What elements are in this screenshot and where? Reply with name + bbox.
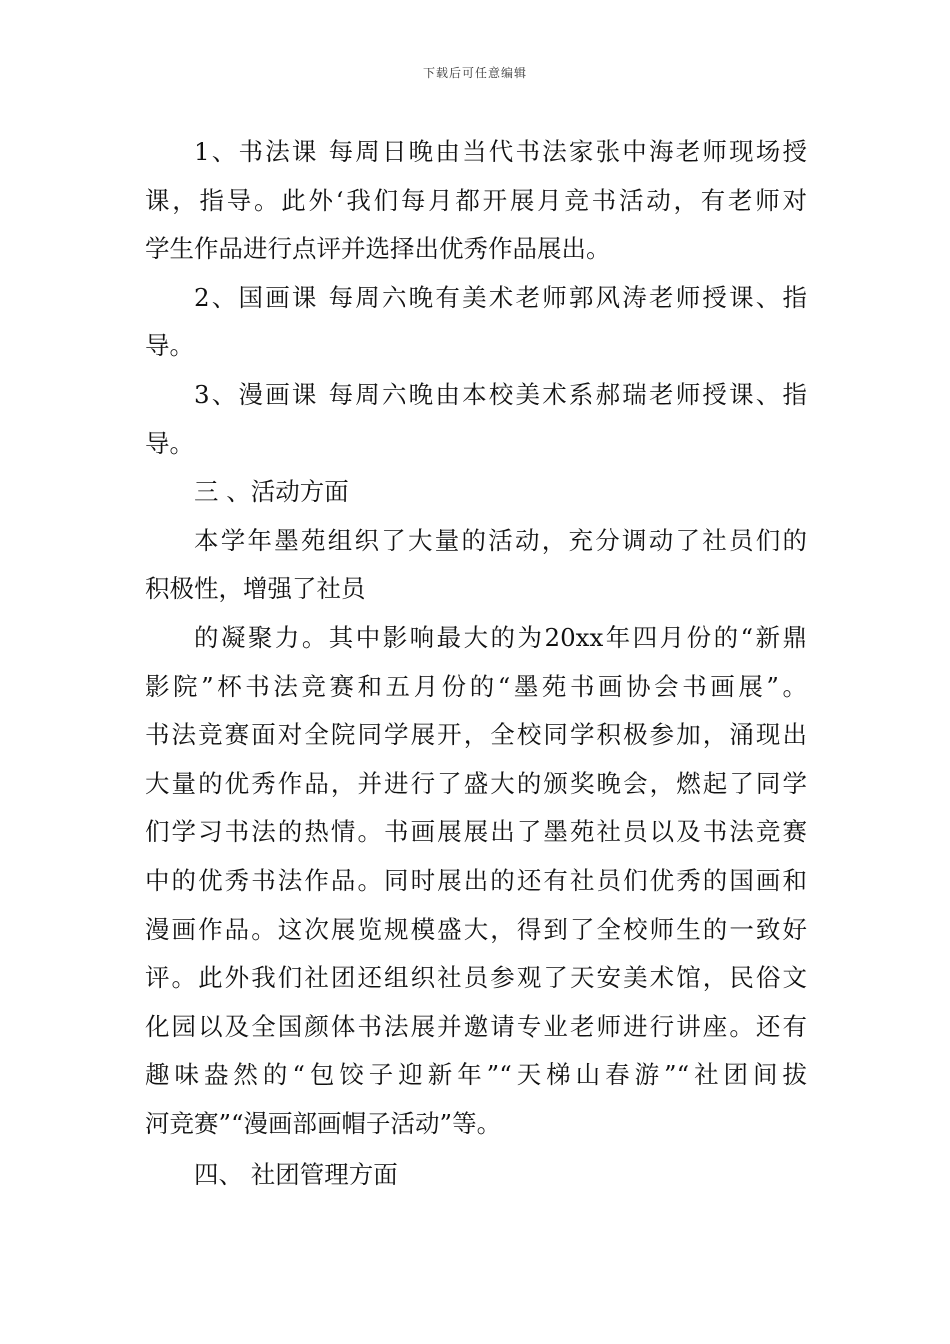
paragraph-line: 趣味盎然的“包饺子迎新年”“天梯山春游”“社团间拔 — [145, 1060, 807, 1090]
paragraph-line: 评。此外我们社团还组织社员参观了天安美术馆，民俗文 — [145, 963, 807, 993]
paragraph-line: 2、国画课 每周六晚有美术老师郭风涛老师授课、指 — [194, 282, 807, 312]
paragraph-line: 课，指导。此外‘我们每月都开展月竞书活动，有老师对 — [145, 185, 807, 215]
paragraph-line: 们学习书法的热情。书画展展出了墨苑社员以及书法竞赛 — [145, 817, 807, 847]
paragraph-line: 中的优秀书法作品。同时展出的还有社员们优秀的国画和 — [145, 865, 807, 895]
paragraph-line: 本学年墨苑组织了大量的活动，充分调动了社员们的 — [194, 525, 807, 555]
paragraph-line: 漫画作品。这次展览规模盛大，得到了全校师生的一致好 — [145, 914, 807, 944]
paragraph-line: 影院”杯书法竞赛和五月份的“墨苑书画协会书画展”。 — [145, 671, 807, 701]
paragraph-line: 河竞赛”“漫画部画帽子活动”等。 — [145, 1108, 502, 1138]
paragraph-line: 积极性，增强了社员 — [145, 574, 366, 604]
section-heading: 四、 社团管理方面 — [194, 1160, 398, 1190]
page-header-note: 下载后可任意编辑 — [422, 66, 527, 80]
paragraph-line: 化园以及全国颜体书法展并邀请专业老师进行讲座。还有 — [145, 1011, 807, 1041]
paragraph-line: 大量的优秀作品，并进行了盛大的颁奖晚会，燃起了同学 — [145, 768, 807, 798]
paragraph-line: 书法竞赛面对全院同学展开，全校同学积极参加，涌现出 — [145, 720, 807, 750]
paragraph-line: 3、漫画课 每周六晚由本校美术系郝瑞老师授课、指 — [194, 379, 807, 409]
paragraph-line: 导。 — [145, 331, 194, 361]
section-heading: 三 、活动方面 — [194, 477, 349, 507]
paragraph-line: 的凝聚力。其中影响最大的为20xx年四月份的“新鼎 — [194, 622, 807, 652]
paragraph-line: 学生作品进行点评并选择出优秀作品展出。 — [145, 234, 611, 264]
document-body — [145, 128, 807, 1200]
paragraph-line: 1、书法课 每周日晚由当代书法家张中海老师现场授 — [194, 137, 807, 166]
paragraph-line: 导。 — [145, 428, 194, 458]
